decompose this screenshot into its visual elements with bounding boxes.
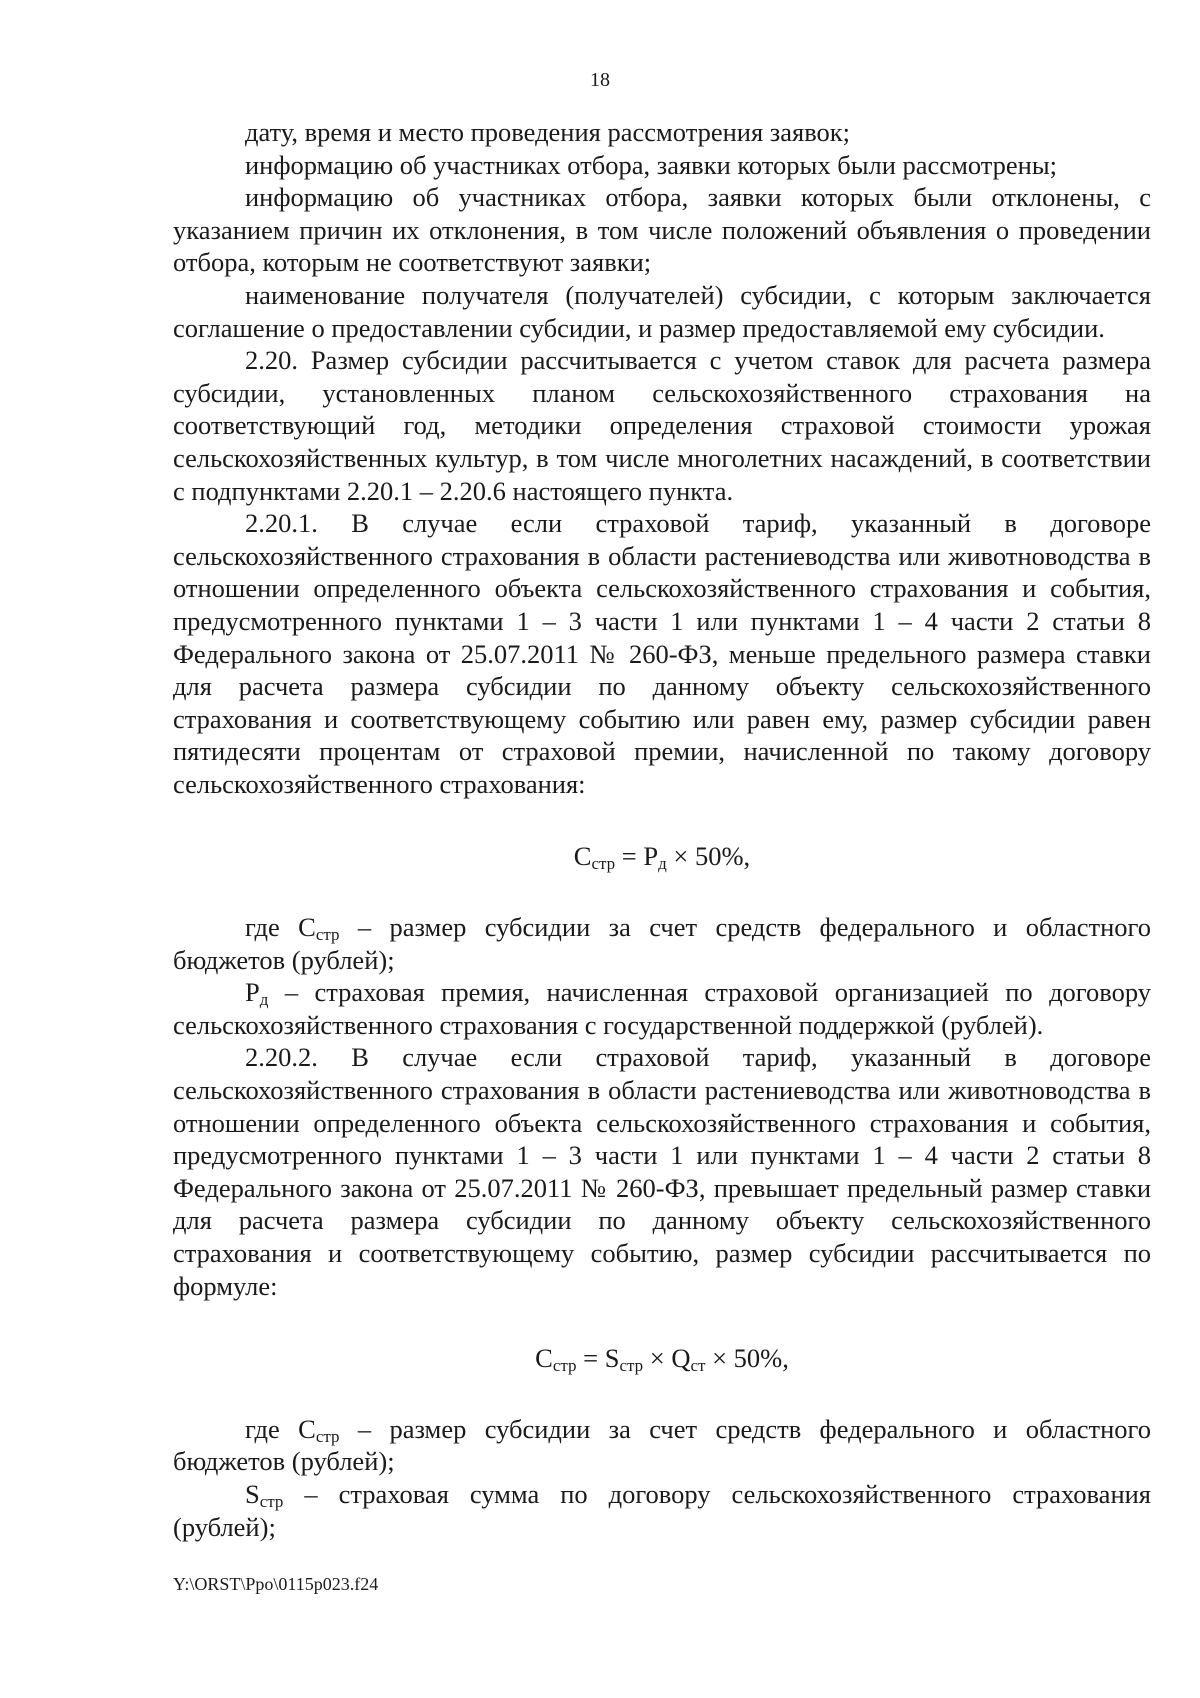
formula-rest: × 50%, <box>666 841 751 872</box>
formula2-c-symbol: С <box>535 1343 553 1374</box>
formula-c-symbol: С <box>573 841 592 872</box>
formula2-s-symbol: S <box>604 1343 620 1374</box>
where-p-text: – страховая премия, начисленная страховой организацией по договору сельскохозяйственного страхования с государственной поддержкой (рублей). <box>173 977 1151 1040</box>
formula-subsidy-sum <box>173 1342 1151 1375</box>
paragraph-recipient-name: наименование получателя (получателей) субсидии, с которым заключается соглашение о предоставлении субсидии, и размер предоставляемой ему субсидии. <box>173 279 1151 343</box>
formula2-q-symbol: Q <box>671 1343 691 1374</box>
formula2-c-subscript: стр <box>552 1356 577 1376</box>
footer-file-path: Y:\ORST\Ppo\0115p023.f24 <box>173 1574 379 1594</box>
formula-p-subscript: д <box>658 854 667 874</box>
formula2-s-subscript: стр <box>619 1356 644 1376</box>
where-text: – размер субсидии за счет средств федерального и областного бюджетов (рублей); <box>173 912 1151 975</box>
page-number: 18 <box>590 69 610 91</box>
paragraph-2-20: 2.20. Размер субсидии рассчитывается с учетом ставок для расчета размера субсидии, установленных планом сельскохозяйственного страхования на соответствующий год, методики определения страховой стоимости урожая сельскохозяйственных культур, в том числе многолетних насаждений, в соответствии с подпунктами 2.20.1 – 2.20.6 настоящего пункта. <box>173 345 1151 506</box>
formula2-rest: × 50%, <box>705 1343 789 1374</box>
formula-equals: = <box>615 841 644 872</box>
where-s-text: – страховая сумма по договору сельскохозяйственного страхования (рублей); <box>173 1478 1151 1542</box>
formula2-equals: = <box>576 1343 605 1374</box>
paragraph-info-rejected: информацию об участниках отбора, заявки которых были отклонены, с указанием причин их отклонения, в том числе положений объявления о проведении отбора, которым не соответствуют заявки; <box>173 182 1151 278</box>
where-s-subscript: стр <box>259 1491 284 1511</box>
where-lead-subscript: стр <box>315 925 340 945</box>
where-p-subscript: д <box>259 990 269 1010</box>
document-body <box>173 116 1151 1543</box>
formula2-q-subscript: ст <box>690 1356 706 1376</box>
formula2-times: × <box>643 1343 672 1374</box>
formula-p-symbol: Р <box>643 841 659 872</box>
where2-lead: где С <box>245 1413 316 1444</box>
paragraph-2-20-2: 2.20.2. В случае если страховой тариф, указанный в договоре сельскохозяйственного страхования в области растениеводства или животноводства в отношении определенного объекта сельскохозяйственного страхования и события, предусмотренного пунктами 1 – 3 части 1 или пунктами 1 – 4 части 2 статьи 8 Федерального закона от 25.07.2011 № 260-ФЗ, превышает предельный размер ставки для расчета размера субсидии по данному объекту сельскохозяйственного страхования и соответствующему событию, размер субсидии рассчитывается по формуле: <box>173 1042 1151 1301</box>
formula-subsidy-premium <box>173 840 1151 873</box>
formula-c-subscript: стр <box>591 854 616 874</box>
where-lead: где С <box>245 912 316 943</box>
where-s-lead: S <box>245 1478 260 1509</box>
paragraph-where-s <box>173 1478 1151 1543</box>
paragraph-where-c-2 <box>173 1413 1151 1478</box>
paragraph-info-reviewed: информацию об участниках отбора, заявки которых были рассмотрены; <box>245 149 1058 180</box>
paragraph-2-20-1: 2.20.1. В случае если страховой тариф, указанный в договоре сельскохозяйственного страхования в области растениеводства или животноводства в отношении определенного объекта сельскохозяйственного страхования и события, предусмотренного пунктами 1 – 3 части 1 или пунктами 1 – 4 части 2 статьи 8 Федерального закона от 25.07.2011 № 260-ФЗ, меньше предельного размера ставки для расчета размера субсидии по данному объекту сельскохозяйственного страхования и соответствующему событию или равен ему, размер субсидии равен пятидесяти процентам от страховой премии, начисленной по такому договору сельскохозяйственного страхования: <box>173 508 1151 799</box>
paragraph-where-p <box>173 976 1151 1041</box>
paragraph-where-c-1 <box>173 911 1151 976</box>
where2-text: – размер субсидии за счет средств федерального и областного бюджетов (рублей); <box>173 1413 1151 1477</box>
where2-lead-subscript: стр <box>315 1426 340 1446</box>
paragraph-date-time: дату, время и место проведения рассмотрения заявок; <box>245 117 851 147</box>
where-p-lead: Р <box>245 977 260 1008</box>
